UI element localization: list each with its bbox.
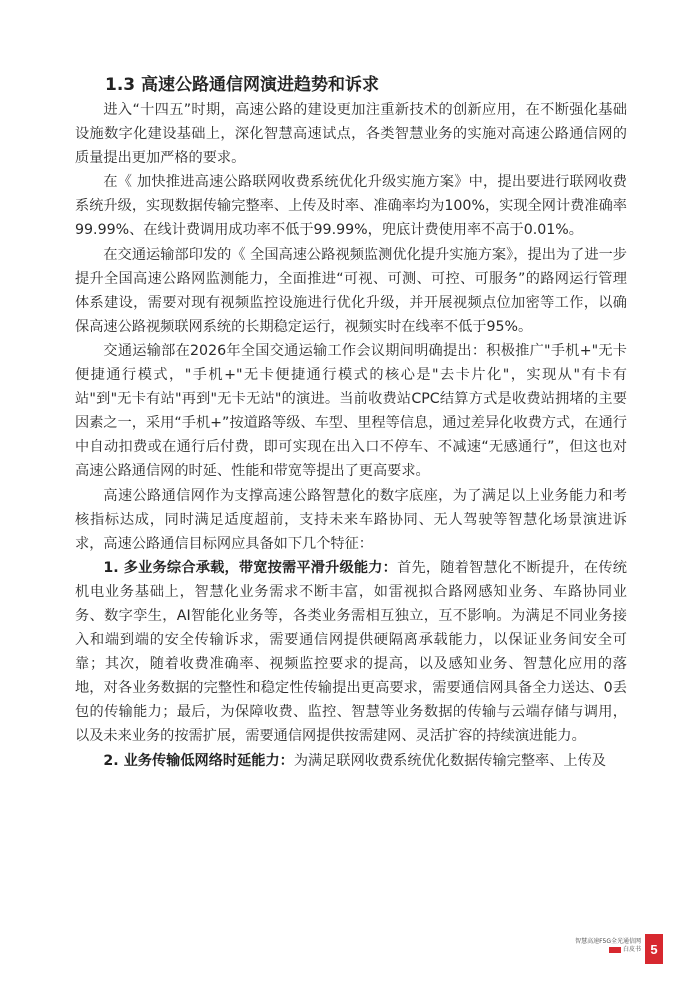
body-text <box>75 98 627 773</box>
feature-2-body: 为满足联网收费系统优化数据传输完整率、上传及 <box>293 752 606 769</box>
logo-icon <box>609 947 621 953</box>
page-number: 5 <box>645 934 663 964</box>
footer-subtitle: 白皮书 <box>622 946 641 953</box>
section-title: 1.3 高速公路通信网演进趋势和诉求 <box>105 75 380 95</box>
footer-text <box>575 938 641 954</box>
paragraph <box>75 749 627 773</box>
paragraph: 进入“十四五”时期，高速公路的建设更加注重新技术的创新应用，在不断强化基础设施数字化建设基础上，深化智慧高速试点，各类智慧业务的实施对高速公路通信网的质量提出更加严格的要求。 <box>75 102 627 167</box>
paragraph: 高速公路通信网作为支撑高速公路智慧化的数字底座，为了满足以上业务能力和考核指标达成，同时满足适度超前，支持未来车路协同、无人驾驶等智慧化场景演进诉求，高速公路通信目标网应具备如下几个特征： <box>75 487 627 552</box>
paragraph: 在交通运输部印发的《 全国高速公路视频监测优化提升实施方案》，提出为了进一步提升全国高速公路网监测能力，全面推进“可视、可测、可控、可服务”的路网运行管理体系建设，需要对现有视频监控设施进行优化升级，并开展视频点位加密等工作，以确保高速公路视频联网系统的长期稳定运行，视频实时在线率不低于95%。 <box>75 246 627 335</box>
paragraph: 在《 加快推进高速公路联网收费系统优化升级实施方案》中，提出要进行联网收费系统升级，实现数据传输完整率、上传及时率、准确率均为100%，实现全网计费准确率99.99%、在线计费调用成功率不低于99.99%，兜底计费使用率不高于0.01%。 <box>75 174 627 239</box>
footer-title: 智慧高速F5G全光通信网 <box>575 938 641 945</box>
feature-1-body: 首先，随着智慧化不断提升，在传统机电业务基础上，智慧化业务需求不断丰富，如雷视拟合路网感知业务、车路协同业务、数字孪生，AI智能化业务等，各类业务需相互独立，互不影响。为满足不同业务接入和端到端的安全传输诉求，需要通信网提供硬隔离承载能力，以保证业务间安全可靠；其次，随着收费准确率、视频监控要求的提高，以及感知业务、智慧化应用的落地，对各业务数据的完整性和稳定性传输提出更高要求，需要通信网具备全力送达、0丢包的传输能力；最后，为保障收费、监控、智慧等业务数据的传输与云端存储与调用，以及未来业务的按需扩展，需要通信网提供按需建网、灵活扩容的持续演进能力。 <box>75 559 627 745</box>
feature-2-title: 2. 业务传输低网络时延能力： <box>103 752 294 769</box>
paragraph: 交通运输部在2026年全国交通运输工作会议期间明确提出：积极推广"手机+"无卡便捷通行模式，"手机+"无卡便捷通行模式的核心是"去卡片化"，实现从"有卡有站"到"无卡有站"再到"无卡无站"的演进。当前收费站CPC结算方式是收费站拥堵的主要因素之一，采用“手机+”按道路等级、车型、里程等信息，通过差异化收费方式，在通行中自动扣费或在通行后付费，即可实现在出入口不停车、不减速“无感通行”，但这也对高速公路通信网的时延、性能和带宽等提出了更高要求。 <box>75 342 627 480</box>
feature-1-title: 1. 多业务综合承载，带宽按需平滑升级能力： <box>103 559 398 576</box>
paragraph <box>75 556 627 749</box>
